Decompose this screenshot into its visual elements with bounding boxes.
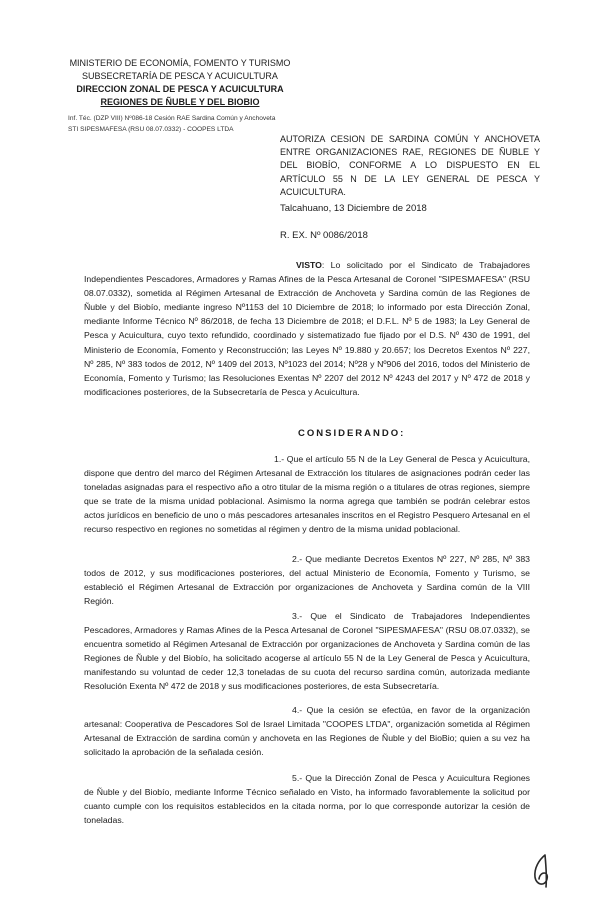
subsecretariat-line: SUBSECRETARÍA DE PESCA Y ACUICULTURA bbox=[82, 71, 278, 81]
reference-line-1: Inf. Téc. (DZP VIII) Nº086-18 Cesión RAE Sardina Común y Anchoveta bbox=[68, 115, 276, 122]
resolution-number: R. EX. Nº 0086/2018 bbox=[280, 230, 368, 241]
reference-line-2: STI SIPESMAFESA (RSU 08.07.0332) - COOPES LTDA bbox=[68, 126, 234, 133]
considerando-item: 4.- Que la cesión se efectúa, en favor de la organización artesanal: Cooperativa de Pescadores Sol de Israel Limitada "COOPES LTDA", organización sometida al Régimen Artesanal de Extracción de sardina común y anchoveta en las Regiones de Ñuble y del BioBio; quien a su vez ha solicitado la aprobación de la señalada cesión. bbox=[84, 705, 530, 758]
considerando-heading: CONSIDERANDO: bbox=[298, 428, 406, 439]
regions-line: REGIONES DE ÑUBLE Y DEL BIOBIO bbox=[100, 97, 260, 107]
visto-paragraph bbox=[84, 258, 530, 399]
visto-label: VISTO bbox=[296, 260, 322, 270]
ministry-line: MINISTERIO DE ECONOMÍA, FOMENTO Y TURISMO bbox=[69, 58, 291, 68]
considerando-item: 5.- Que la Dirección Zonal de Pesca y Acuicultura Regiones de Ñuble y del Biobío, mediante Informe Técnico señalado en Visto, ha informado favorablemente la solicitud por cuanto cumple con los requisitos establecidos en la citada norma, por lo que corresponde autorizar la cesión de toneladas. bbox=[84, 773, 530, 826]
considerando-item: 2.- Que mediante Decretos Exentos Nº 227, Nº 285, Nº 383 todos de 2012, y sus modificaciones posteriores, del actual Ministerio de Economía, Fomento y Turismo, se estableció el Régimen Artesanal de Extracción por organizaciones de Anchoveta y Sardina común de la VIII Región. bbox=[84, 554, 530, 607]
visto-text: : Lo solicitado por el Sindicato de Trabajadores Independientes Pescadores, Armadores y Ramas Afines de la Pesca Artesanal de Coronel "SIPESMAFESA" (RSU 08.07.0332), sometida al Régimen Artesanal de Extracción de Anchoveta y Sardina común de las Regiones de Ñuble y del Biobío, mediante ingreso Nº1153 del 10 Diciembre de 2018; lo informado por esta Dirección Zonal, mediante Informe Técnico Nº 86/2018, de fecha 13 Diciembre de 2018; el D.F.L. Nº 5 de 1983; la Ley General de Pesca y Acuicultura, cuyo texto refundido, coordinado y sistematizado fue fijado por el D.S. Nº 430 de 1991, del Ministerio de Economía, Fomento y Reconstrucción; las Leyes Nº 19.880 y 20.657; los Decretos Exentos Nº 227, Nº 285, Nº 383 todos de 2012, Nº 1409 del 2013, Nº1023 del 2014; Nº28 y Nº906 del 2016, todos del Ministerio de Economía, Fomento y Turismo; las Resoluciones Exentas Nº 2207 del 2012 Nº 4243 del 2017 y Nº 472 de 2018 y modificaciones posteriores, de la Subsecretaría de Pesca y Acuicultura. bbox=[84, 260, 530, 397]
considerando-item: 1.- Que el artículo 55 N de la Ley General de Pesca y Acuicultura, dispone que dentro del marco del Régimen Artesanal de Extracción los titulares de asignaciones podrán ceder las toneladas asignadas para el respectivo año a otro titular de la misma región o a titulares de otras regiones, siempre que se trate de la misma unidad poblacional. Asimismo la norma agrega que también se podrán celebrar estos actos jurídicos en beneficio de uno o más pescadores artesanales inscritos en el Registro Pesquero Artesanal en el recurso respectivo en regiones no sometidas al régimen y dentro de la misma unidad poblacional. bbox=[84, 454, 530, 535]
resolution-date: Talcahuano, 13 Diciembre de 2018 bbox=[280, 203, 427, 214]
handwritten-initials-mark bbox=[530, 852, 552, 890]
letterhead bbox=[60, 57, 300, 109]
resolution-subject: AUTORIZA CESION DE SARDINA COMÚN Y ANCHOVETA ENTRE ORGANIZACIONES RAE, REGIONES DE ÑUBLE Y DEL BIOBÍO, CONFORME A LO DISPUESTO EN EL ARTÍCULO 55 N DE LA LEY GENERAL DE PESCA Y ACUICULTURA. bbox=[280, 134, 540, 197]
considerando-item: 3.- Que el Sindicato de Trabajadores Independientes Pescadores, Armadores y Ramas Afines de la Pesca Artesanal de Coronel "SIPESMAFESA" (RSU 08.07.0332), se encuentra sometido al Régimen Artesanal de Extracción por organizaciones de Anchoveta y Sardina común de las Regiones de Ñuble y del Biobío, ha solicitado acogerse al artículo 55 N de la Ley General de Pesca y Acuicultura, manifestando su voluntad de ceder 12,3 toneladas de su cuota del recurso sardina común, autorizada mediante Resolución Exenta Nº 472 de 2018 y sus modificaciones posteriores, de esta Subsecretaría. bbox=[84, 611, 530, 692]
zonal-direction-line: DIRECCION ZONAL DE PESCA Y ACUICULTURA bbox=[76, 84, 284, 94]
